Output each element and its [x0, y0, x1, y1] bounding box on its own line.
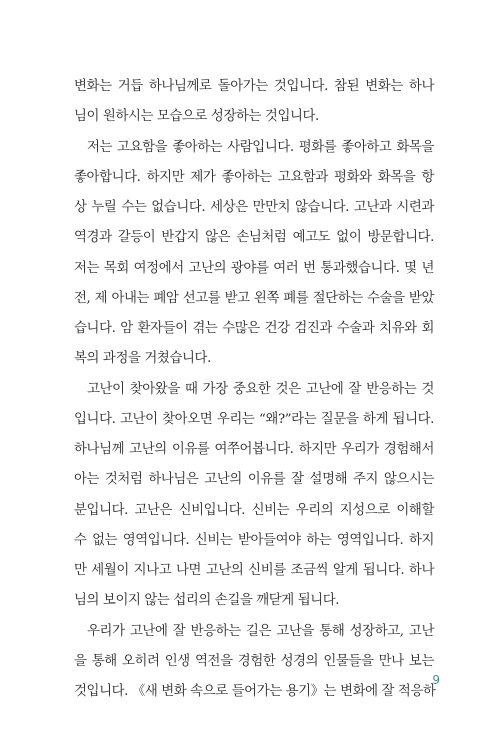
text-line: 만 세월이 지나고 나면 고난의 신비를 조금씩 알게 됩니다. 하나	[74, 563, 434, 578]
text-line: 님이 원하시는 모습으로 성장하는 것입니다.	[74, 109, 319, 125]
text-line: 역경과 갈등이 반갑지 않은 손님처럼 예고도 없이 방문합니다.	[74, 230, 434, 246]
text-line: 수 없는 영역입니다. 신비는 받아들여야 하는 영역입니다. 하지	[74, 532, 434, 548]
text-line: 습니다. 암 환자들이 겪는 수많은 건강 검진과 수술과 치유와 회	[74, 321, 434, 336]
text-line: 좋아합니다. 하지만 제가 좋아하는 고요함과 평화와 화목을 항	[74, 169, 434, 185]
text-line: 저는 고요함을 좋아하는 사람입니다. 평화를 좋아하고 화목을	[87, 139, 434, 155]
text-line: 우리가 고난에 잘 반응하는 길은 고난을 통해 성장하고, 고난	[87, 623, 434, 639]
text-line: 입니다. 고난이 찾아오면 우리는 “왜?”라는 질문을 하게 됩니다.	[74, 411, 434, 427]
page-number: 9	[432, 673, 440, 687]
text-line: 고난이 찾아왔을 때 가장 중요한 것은 고난에 잘 반응하는 것	[87, 381, 434, 397]
text-line: 상 누릴 수는 없습니다. 세상은 만만치 않습니다. 고난과 시련과	[74, 200, 434, 215]
text-line: 복의 과정을 거쳤습니다.	[74, 351, 211, 367]
text-line: 저는 목회 여정에서 고난의 광야를 여러 번 통과했습니다. 몇 년	[74, 260, 434, 276]
text-line: 분입니다. 고난은 신비입니다. 신비는 우리의 지성으로 이해할	[74, 502, 434, 518]
text-line: 아는 것처럼 하나님은 고난의 이유를 잘 설명해 주지 않으시는	[74, 472, 434, 488]
text-line: 것입니다. 《새 변화 속으로 들어가는 용기》는 변화에 잘 적응하	[74, 684, 436, 699]
text-line: 님의 보이지 않는 섭리의 손길을 깨닫게 됩니다.	[74, 593, 340, 609]
text-line: 전, 제 아내는 폐암 선고를 받고 왼쪽 폐를 절단하는 수술을 받았	[74, 290, 434, 306]
text-line: 변화는 거듭 하나님께로 돌아가는 것입니다. 참된 변화는 하나	[74, 79, 434, 94]
text-line: 을 통해 오히려 인생 역전을 경험한 성경의 인물들을 만나 보는	[74, 653, 434, 669]
body-text	[74, 72, 434, 707]
text-line: 하나님께 고난의 이유를 여쭈어봅니다. 하지만 우리가 경험해서	[74, 442, 434, 457]
